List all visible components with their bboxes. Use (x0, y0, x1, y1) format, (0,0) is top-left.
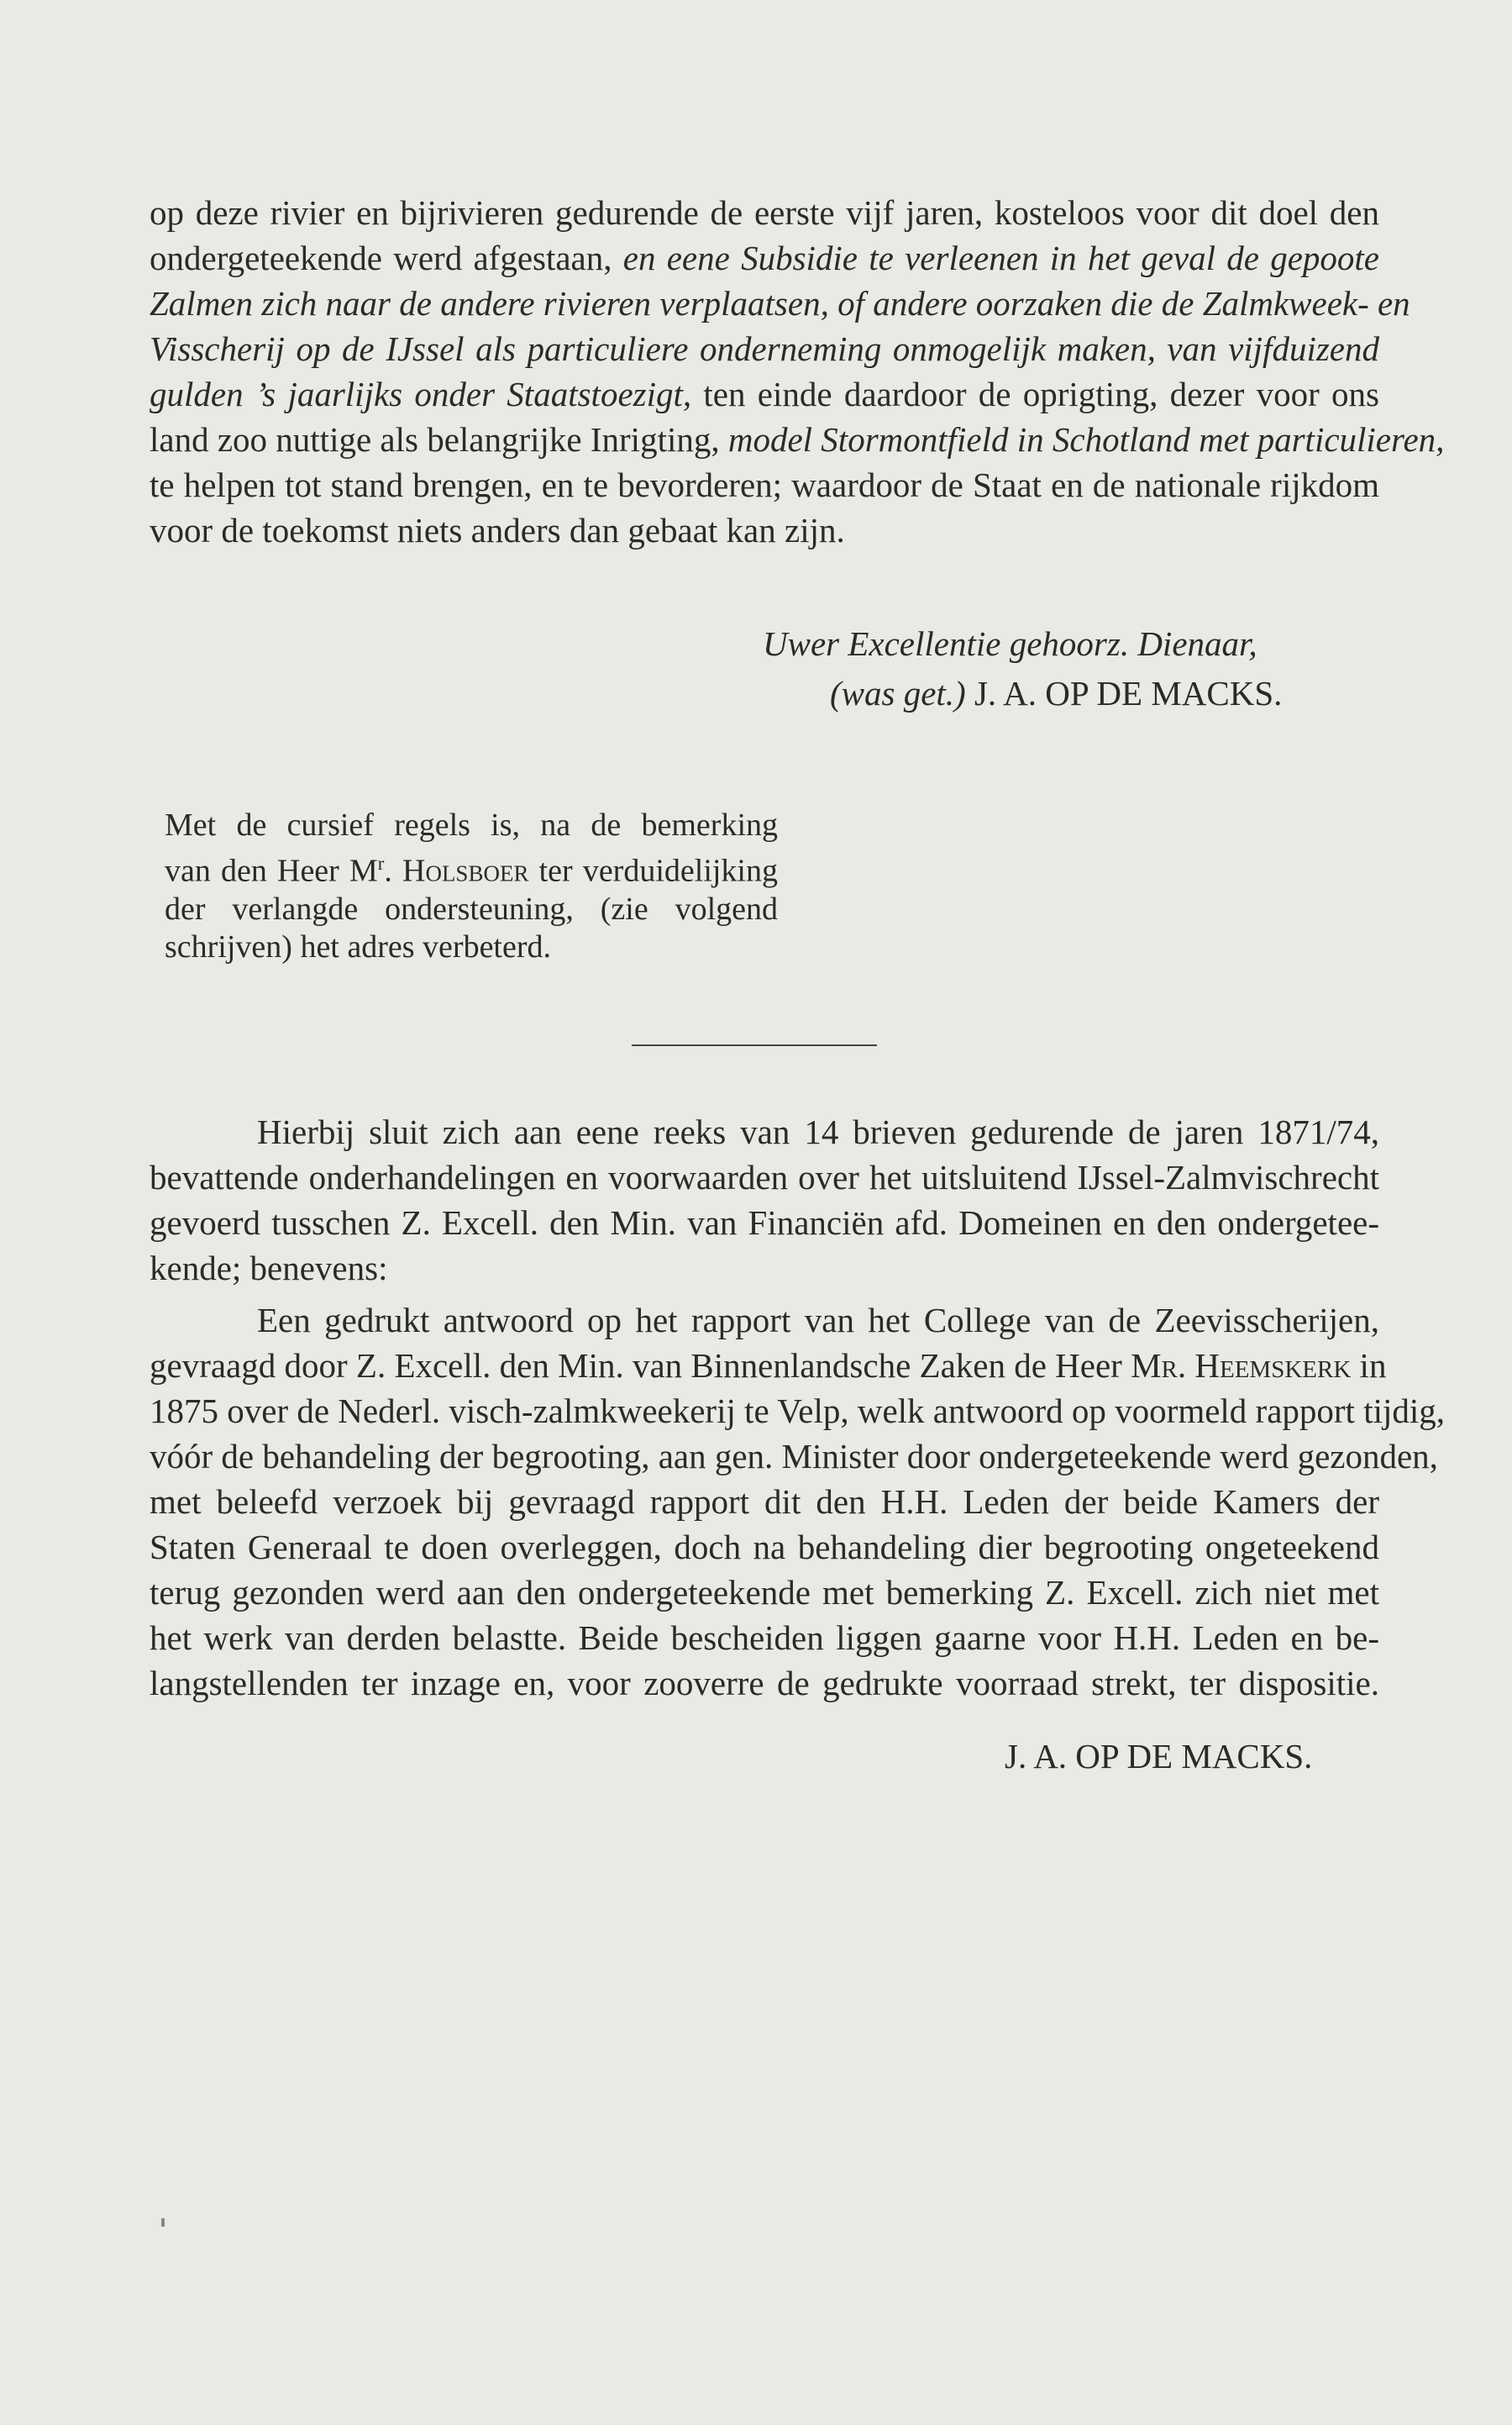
p3-line (150, 1615, 1379, 1660)
p2-line (150, 1245, 1379, 1291)
text-run: Mr. Heemskerk (1131, 1346, 1352, 1385)
text-run: in (1351, 1346, 1387, 1385)
text-run: kende; benevens: (150, 1249, 388, 1287)
text-run: Visscherij op de IJssel als particuliere onderneming onmogelijk maken, van vijfduizend (150, 329, 1379, 368)
paragraph-1 (150, 190, 1445, 553)
signatory-name-1: J. A. OP DE MACKS. (974, 674, 1283, 713)
p1-line (150, 190, 1379, 235)
note-line (165, 891, 778, 928)
signatory-name-2: J. A. OP DE MACKS. (1005, 1737, 1313, 1775)
text-run: voor de toekomst niets anders dan gebaat kan zijn. (150, 511, 845, 550)
text-run: Staten Generaal te doen overleggen, doch na behandeling dier begrooting ongeteekend (150, 1528, 1379, 1566)
text-run: r (377, 853, 385, 874)
text-run: gevraagd door Z. Excell. den Min. van Binnenlandsche Zaken de Heer (150, 1346, 1131, 1385)
text-run: van den Heer M (165, 853, 378, 889)
paper-speck (161, 2218, 165, 2227)
paragraph-2 (150, 1109, 1379, 1291)
p3-line (150, 1433, 1438, 1479)
p1-line (150, 462, 1379, 508)
p3-line (150, 1297, 1379, 1343)
was-get-label: (was get.) (830, 674, 966, 713)
text-run: model Stormontfield in Schotland met particulieren, (727, 420, 1445, 459)
text-run: der verlangde ondersteuning, (zie volgend (165, 891, 778, 927)
p1-line (150, 235, 1379, 281)
text-run: ten einde daardoor de oprigting, dezer voor ons (703, 375, 1379, 413)
text-run: Met de cursief regels is, na de bemerking (165, 807, 778, 843)
text-run: gevoerd tusschen Z. Excell. den Min. van Financiën afd. Domeinen en den ondergetee- (150, 1203, 1379, 1242)
p1-line (150, 417, 1445, 462)
section-divider (632, 1044, 877, 1046)
paragraph-3 (150, 1297, 1446, 1706)
text-run: vóór de behandeling der begrooting, aan gen. Minister door ondergeteekende werd gezonden, (150, 1437, 1438, 1476)
p1-line (150, 371, 1379, 417)
note-line (165, 928, 778, 966)
text-run: Een gedrukt antwoord op het rapport van het College van de Zeevisscherijen, (257, 1301, 1379, 1339)
p1-line (150, 326, 1379, 371)
text-run: het werk van derden belastte. Beide bescheiden liggen gaarne voor H.H. Leden en be- (150, 1618, 1379, 1657)
text-run: Holsboer (402, 853, 529, 889)
text-run: langstellenden ter inzage en, voor zooverre de gedrukte voorraad strekt, ter dispositie. (150, 1664, 1379, 1702)
p3-line (150, 1343, 1387, 1388)
text-run: op deze rivier en bijrivieren gedurende de eerste vijf jaren, kosteloos voor dit doel den (150, 193, 1379, 232)
note-line (165, 844, 778, 891)
p2-line (150, 1109, 1379, 1155)
text-run: Zalmen zich naar de andere rivieren verplaatsen, of andere oorzaken die de Zalmkweek- en (150, 284, 1410, 323)
text-run: bevattende onderhandelingen en voorwaarden over het uitsluitend IJssel-Zalmvischrecht (150, 1158, 1379, 1197)
editorial-note (165, 807, 778, 966)
note-line (165, 807, 778, 844)
text-run: ondergeteekende werd afgestaan, (150, 239, 623, 277)
p1-line (150, 508, 1379, 553)
text-run: Hierbij sluit zich aan eene reeks van 14 brieven gedurende de jaren 1871/74, (257, 1113, 1379, 1151)
closing-signature-1 (830, 671, 1282, 715)
text-run: land zoo nuttige als belangrijke Inrigting, (150, 420, 728, 459)
text-run: gulden ’s jaarlijks onder Staatstoezigt, (150, 375, 704, 413)
p2-line (150, 1200, 1379, 1245)
p1-line (150, 281, 1410, 326)
text-run: met beleefd verzoek bij gevraagd rapport dit den H.H. Leden der beide Kamers der (150, 1482, 1379, 1521)
text-run: schrijven) het adres verbeterd. (165, 928, 552, 965)
closing-salutation: Uwer Excellentie gehoorz. Dienaar, (763, 624, 1257, 663)
text-run: . (384, 853, 402, 889)
text-run: ter verduidelijking (528, 853, 778, 889)
p2-line (150, 1155, 1379, 1200)
p3-line (150, 1388, 1446, 1433)
p3-line (150, 1660, 1379, 1706)
text-run: terug gezonden werd aan den ondergeteekende met bemerking Z. Excell. zich niet met (150, 1573, 1379, 1612)
p3-line (150, 1570, 1379, 1615)
text-run: en eene Subsidie te verleenen in het geval de gepoote (622, 239, 1379, 277)
text-run: te helpen tot stand brengen, en te bevorderen; waardoor de Staat en de nationale rijkdom (150, 466, 1379, 504)
p3-line (150, 1524, 1379, 1570)
p3-line (150, 1479, 1379, 1524)
text-run: 1875 over de Nederl. visch-zalmkweekerij te Velp, welk antwoord op voormeld rapport tijdig, (150, 1391, 1446, 1430)
